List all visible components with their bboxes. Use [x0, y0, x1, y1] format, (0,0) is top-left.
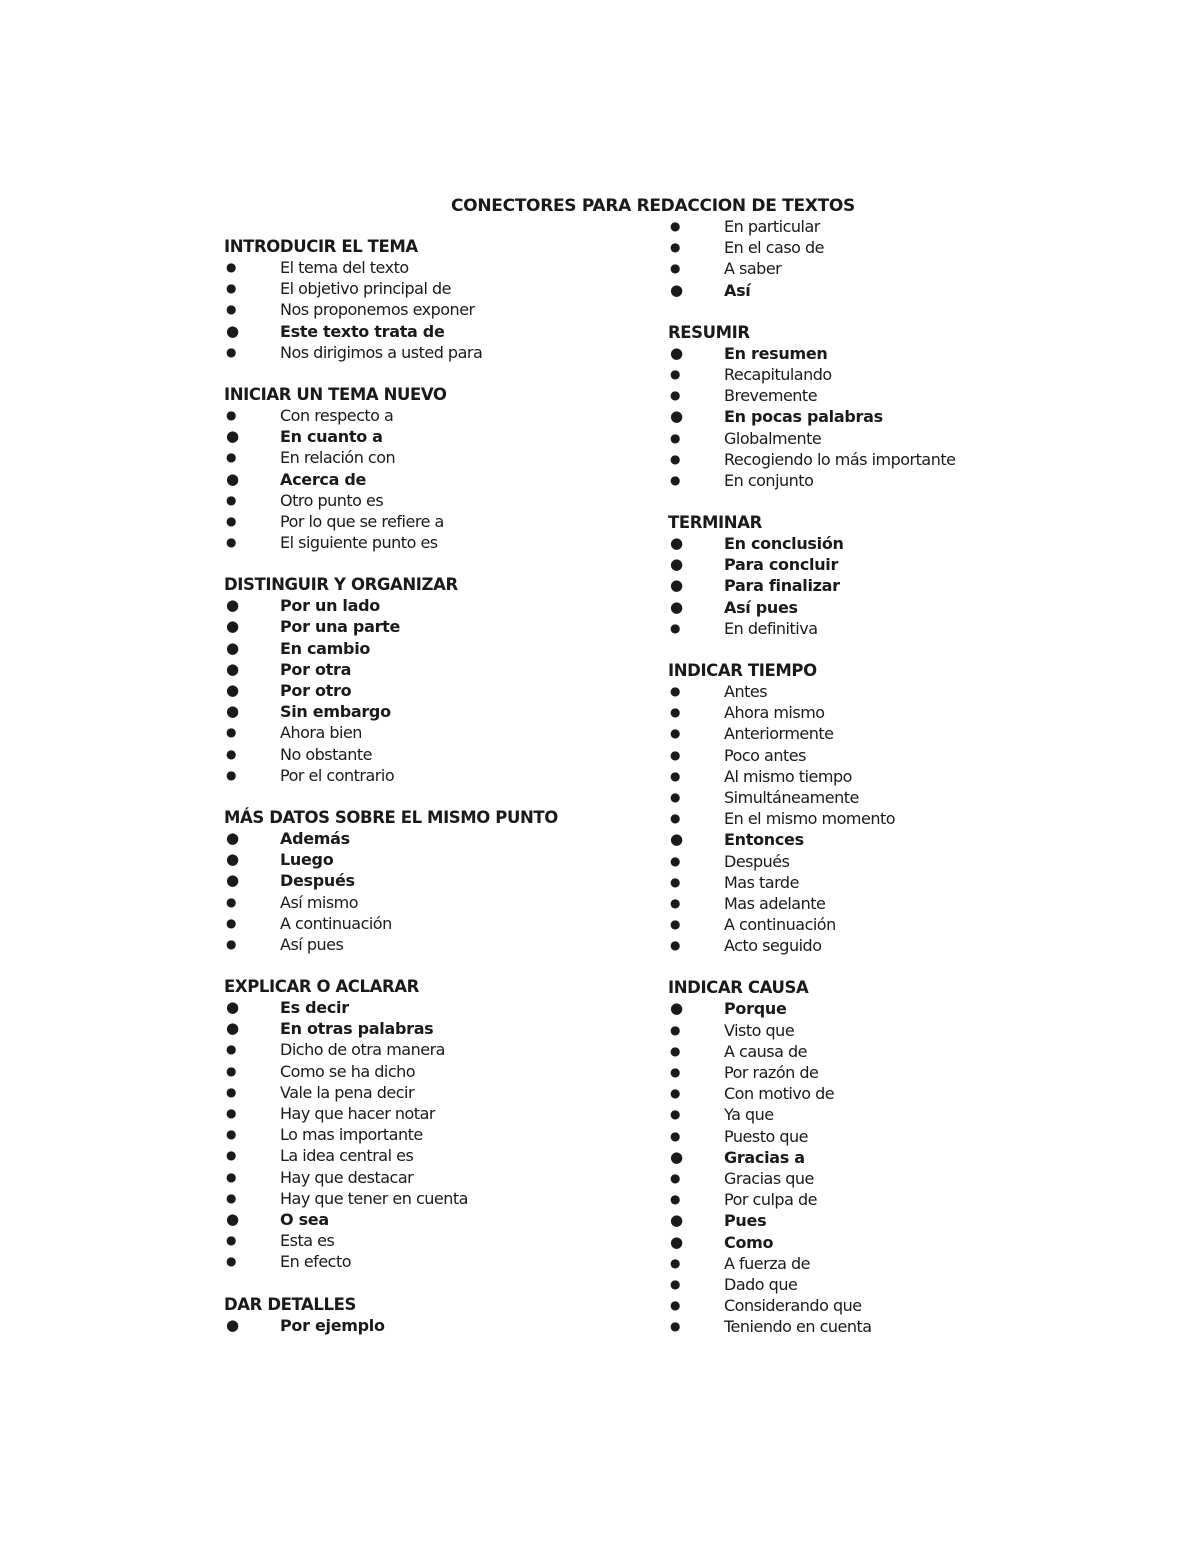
- list-item-text: Recapitulando: [724, 364, 832, 384]
- list-item: [224, 1061, 654, 1082]
- bullet-icon: ●: [226, 513, 236, 528]
- list-item: [668, 808, 1068, 829]
- list-item: [224, 849, 654, 870]
- list-item-text: En el caso de: [724, 238, 825, 258]
- bullet-icon: ●: [226, 1254, 236, 1269]
- list-item: [224, 1018, 654, 1039]
- bullet-icon: ●: [226, 1315, 239, 1334]
- list-item: [668, 428, 1068, 449]
- list-item-text: En conclusión: [724, 534, 844, 554]
- list-item: [668, 618, 1068, 639]
- bullet-icon: ●: [226, 1233, 236, 1248]
- list-item-text: En efecto: [280, 1252, 352, 1272]
- list-item: [224, 765, 654, 786]
- bullet-icon: ●: [670, 219, 680, 233]
- list-item: [224, 1082, 654, 1103]
- list-item: [668, 1147, 1068, 1168]
- list-item: [668, 1083, 1068, 1104]
- bullet-icon: ●: [226, 407, 236, 422]
- bullet-icon: ●: [670, 747, 680, 762]
- list-item-text: En definitiva: [724, 618, 818, 638]
- bullet-icon: ●: [226, 998, 239, 1017]
- bullet-icon: ●: [670, 597, 683, 616]
- section-heading: INTRODUCIR EL TEMA: [224, 237, 418, 256]
- bullet-icon: ●: [670, 1147, 683, 1166]
- list-item: [224, 744, 654, 765]
- bullet-icon: ●: [226, 492, 236, 507]
- list-item-text: En relación con: [280, 448, 396, 468]
- list-item: [224, 469, 654, 490]
- bullet-icon: ●: [670, 261, 680, 276]
- list-item: [668, 385, 1068, 406]
- bullet-icon: ●: [226, 850, 239, 869]
- bullet-icon: ●: [670, 555, 683, 574]
- list-item-text: Así: [724, 280, 751, 300]
- bullet-icon: ●: [670, 1276, 680, 1291]
- list-item-text: Antes: [724, 682, 768, 701]
- bullet-icon: ●: [226, 915, 236, 930]
- section: [668, 660, 1068, 956]
- list-item-text: Vale la pena decir: [280, 1082, 415, 1102]
- bullet-icon: ●: [226, 659, 239, 678]
- list-item-text: En pocas palabras: [724, 407, 883, 427]
- list-item-text: Entonces: [724, 830, 804, 850]
- bullet-icon: ●: [226, 302, 236, 317]
- list-item: [668, 1295, 1068, 1316]
- section-heading: TERMINAR: [668, 513, 762, 533]
- list-item: [668, 237, 1068, 258]
- list-item: [668, 554, 1068, 575]
- list-item: [668, 533, 1068, 554]
- list-item-text: Así mismo: [280, 892, 359, 912]
- bullet-icon: ●: [670, 938, 680, 953]
- bullet-icon: ●: [670, 684, 680, 698]
- list-item-text: Brevemente: [724, 386, 818, 406]
- bullet-icon: ●: [670, 1255, 680, 1270]
- bullet-icon: ●: [670, 768, 680, 783]
- list-item: [224, 532, 654, 553]
- section: [224, 1294, 654, 1336]
- list-item: [668, 470, 1068, 491]
- section: [224, 976, 654, 1272]
- left-column: [224, 236, 654, 1357]
- list-item: [224, 405, 654, 426]
- bullet-icon: ●: [226, 344, 236, 359]
- continued-list: [668, 216, 1068, 301]
- list-item-text: En cambio: [280, 638, 371, 658]
- bullet-icon: ●: [670, 1065, 680, 1079]
- bullet-icon: ●: [226, 321, 239, 340]
- bullet-icon: ●: [226, 828, 239, 847]
- list-item-text: Porque: [724, 999, 787, 1019]
- list-item-text: Visto que: [724, 1020, 795, 1040]
- list-item: [224, 447, 654, 468]
- section-heading: DISTINGUIR Y ORGANIZAR: [224, 575, 458, 595]
- list-item-text: Esta es: [280, 1231, 335, 1251]
- list-item-text: Recogiendo lo más importante: [724, 449, 956, 469]
- list-item: [668, 216, 1068, 237]
- list-item-text: Por culpa de: [724, 1190, 817, 1210]
- list-item: [668, 343, 1068, 364]
- section-heading: MÁS DATOS SOBRE EL MISMO PUNTO: [224, 807, 558, 827]
- bullet-icon: ●: [670, 830, 683, 849]
- list-item: [224, 1251, 654, 1272]
- list-item: [668, 1168, 1068, 1189]
- bullet-icon: ●: [670, 726, 680, 741]
- list-item: [668, 1126, 1068, 1147]
- list-item: [668, 1253, 1068, 1274]
- list-item: [668, 893, 1068, 914]
- list-item: [668, 1316, 1068, 1337]
- list-item-text: En particular: [724, 217, 820, 236]
- list-item: [668, 851, 1068, 872]
- list-item: [224, 278, 654, 299]
- bullet-icon: ●: [226, 1209, 239, 1228]
- section-heading: INDICAR TIEMPO: [668, 661, 817, 680]
- list-item-text: Por un lado: [280, 596, 380, 616]
- list-item-text: Por ejemplo: [280, 1315, 385, 1335]
- list-item: [224, 701, 654, 722]
- list-item-text: Nos proponemos exponer: [280, 300, 475, 320]
- list-item: [224, 1145, 654, 1166]
- section-heading: RESUMIR: [668, 322, 750, 342]
- list-item: [224, 595, 654, 616]
- bullet-icon: ●: [226, 427, 239, 446]
- bullet-icon: ●: [226, 469, 239, 488]
- list-item-text: Otro punto es: [280, 490, 384, 510]
- list-item: [224, 638, 654, 659]
- list-item-text: Con motivo de: [724, 1084, 835, 1104]
- bullet-icon: ●: [226, 1042, 236, 1057]
- bullet-icon: ●: [226, 1084, 236, 1099]
- list-item: [224, 870, 654, 891]
- list-item: [224, 913, 654, 934]
- section-heading: DAR DETALLES: [224, 1294, 357, 1314]
- bullet-icon: ●: [226, 596, 239, 615]
- section: [668, 322, 1068, 491]
- document-title: CONECTORES PARA REDACCION DE TEXTOS: [451, 196, 855, 216]
- list-item: [224, 511, 654, 532]
- list-item-text: Como se ha dicho: [280, 1061, 416, 1081]
- list-item-text: El siguiente punto es: [280, 533, 438, 553]
- list-item-text: Acto seguido: [724, 936, 822, 956]
- list-item-text: Hay que destacar: [280, 1167, 414, 1187]
- list-item: [668, 597, 1068, 618]
- list-item-text: Anteriormente: [724, 724, 834, 744]
- list-item-text: El tema del texto: [280, 258, 409, 277]
- bullet-icon: ●: [226, 1190, 236, 1205]
- section-heading: INICIAR UN TEMA NUEVO: [224, 384, 447, 404]
- list-item-text: Por otra: [280, 659, 352, 679]
- list-item-text: Teniendo en cuenta: [724, 1317, 872, 1337]
- list-item-text: Hay que tener en cuenta: [280, 1188, 468, 1208]
- bullet-icon: ●: [670, 451, 680, 466]
- list-item: [224, 616, 654, 637]
- bullet-icon: ●: [670, 472, 680, 487]
- list-item: [224, 490, 654, 511]
- bullet-icon: ●: [670, 789, 680, 804]
- section: [668, 512, 1068, 639]
- list-item-text: En conjunto: [724, 470, 814, 490]
- list-item-text: Nos dirigimos a usted para: [280, 342, 483, 362]
- section: [224, 384, 654, 553]
- list-item-text: Dicho de otra manera: [280, 1040, 445, 1060]
- bullet-icon: ●: [670, 895, 680, 910]
- bullet-icon: ●: [226, 260, 236, 274]
- bullet-icon: ●: [670, 534, 683, 553]
- bullet-icon: ●: [670, 853, 680, 868]
- list-item-text: Después: [724, 851, 790, 871]
- bullet-icon: ●: [670, 917, 680, 932]
- list-item-text: A saber: [724, 259, 782, 279]
- list-item: [668, 1020, 1068, 1041]
- bullet-icon: ●: [670, 1298, 680, 1313]
- list-item-text: Mas adelante: [724, 893, 826, 913]
- bullet-icon: ●: [226, 535, 236, 550]
- list-item-text: Por lo que se refiere a: [280, 511, 444, 531]
- list-item-text: Por el contrario: [280, 765, 395, 785]
- list-item-text: No obstante: [280, 744, 372, 764]
- list-item-text: En otras palabras: [280, 1019, 434, 1039]
- list-item-text: La idea central es: [280, 1146, 414, 1166]
- list-item-text: Ahora bien: [280, 723, 362, 743]
- bullet-icon: ●: [226, 894, 236, 909]
- list-item-text: En resumen: [724, 343, 828, 363]
- list-item-text: O sea: [280, 1209, 329, 1229]
- list-item: [668, 681, 1068, 702]
- list-item: [224, 257, 654, 278]
- bullet-icon: ●: [226, 702, 239, 721]
- bullet-icon: ●: [670, 1043, 680, 1058]
- list-item-text: En cuanto a: [280, 427, 383, 447]
- list-item: [668, 449, 1068, 470]
- bullet-icon: ●: [670, 874, 680, 889]
- section: [668, 977, 1068, 1337]
- list-item-text: Así pues: [280, 934, 344, 954]
- list-item-text: Con respecto a: [280, 405, 394, 425]
- bullet-icon: ●: [226, 1019, 239, 1038]
- list-item: [668, 702, 1068, 723]
- bullet-icon: ●: [670, 430, 680, 445]
- section: [224, 574, 654, 786]
- list-item: [668, 406, 1068, 427]
- list-item: [224, 1230, 654, 1251]
- bullet-icon: ●: [670, 1022, 680, 1037]
- bullet-icon: ●: [226, 617, 239, 636]
- list-item-text: Pues: [724, 1211, 767, 1231]
- list-item: [668, 575, 1068, 596]
- list-item: [224, 1167, 654, 1188]
- bullet-icon: ●: [670, 576, 683, 595]
- list-item: [668, 1232, 1068, 1253]
- bullet-icon: ●: [670, 1319, 680, 1334]
- list-item-text: Lo mas importante: [280, 1125, 423, 1145]
- list-item-text: Dado que: [724, 1274, 798, 1294]
- list-item: [668, 1104, 1068, 1125]
- list-item: [224, 299, 654, 320]
- bullet-icon: ●: [670, 240, 680, 255]
- bullet-icon: ●: [670, 1107, 680, 1122]
- list-item: [224, 426, 654, 447]
- list-item: [668, 1062, 1068, 1083]
- bullet-icon: ●: [226, 681, 239, 699]
- bullet-icon: ●: [670, 620, 680, 635]
- list-item: [224, 659, 654, 680]
- list-item: [224, 1209, 654, 1230]
- list-item: [224, 1039, 654, 1060]
- list-item: [668, 935, 1068, 956]
- bullet-icon: ●: [670, 1192, 680, 1207]
- bullet-icon: ●: [226, 450, 236, 465]
- list-item: [668, 1041, 1068, 1062]
- list-item: [668, 1274, 1068, 1295]
- bullet-icon: ●: [670, 388, 680, 403]
- list-item: [668, 364, 1068, 385]
- list-item-text: Mas tarde: [724, 872, 799, 892]
- list-item-text: El objetivo principal de: [280, 279, 451, 299]
- bullet-icon: ●: [226, 1063, 236, 1078]
- bullet-icon: ●: [226, 1127, 236, 1142]
- bullet-icon: ●: [670, 1086, 680, 1101]
- section-heading: EXPLICAR O ACLARAR: [224, 977, 419, 997]
- bullet-icon: ●: [226, 1106, 236, 1120]
- list-item: [668, 998, 1068, 1019]
- list-item: [668, 1210, 1068, 1231]
- list-item-text: Luego: [280, 850, 334, 870]
- list-item: [668, 1189, 1068, 1210]
- bullet-icon: ●: [670, 811, 680, 826]
- list-item: [224, 722, 654, 743]
- list-item-text: Ahora mismo: [724, 703, 825, 723]
- list-item-text: Al mismo tiempo: [724, 766, 852, 786]
- list-item: [224, 997, 654, 1018]
- list-item-text: Así pues: [724, 597, 798, 617]
- list-item: [224, 1315, 654, 1336]
- list-item-text: Ya que: [724, 1105, 774, 1125]
- list-item-text: Acerca de: [280, 469, 367, 489]
- list-item: [668, 787, 1068, 808]
- bullet-icon: ●: [670, 280, 683, 299]
- list-item: [224, 828, 654, 849]
- list-item-text: Por razón de: [724, 1063, 819, 1082]
- bullet-icon: ●: [670, 999, 683, 1018]
- bullet-icon: ●: [226, 936, 236, 951]
- list-item-text: Después: [280, 871, 355, 891]
- bullet-icon: ●: [670, 343, 683, 362]
- list-item-text: Además: [280, 828, 350, 848]
- list-item-text: Simultáneamente: [724, 787, 859, 807]
- list-item-text: Gracias a: [724, 1147, 805, 1167]
- bullet-icon: ●: [670, 1232, 683, 1251]
- list-item-text: Para concluir: [724, 555, 839, 575]
- list-item-text: Este texto trata de: [280, 321, 445, 341]
- bullet-icon: ●: [670, 366, 680, 381]
- list-item: [224, 680, 654, 701]
- right-column: [668, 216, 1068, 1358]
- bullet-icon: ●: [226, 1148, 236, 1163]
- bullet-icon: ●: [670, 407, 683, 426]
- list-item: [224, 321, 654, 342]
- list-item-text: A continuación: [724, 915, 836, 935]
- list-item: [668, 280, 1068, 301]
- list-item: [668, 745, 1068, 766]
- list-item-text: Hay que hacer notar: [280, 1104, 435, 1123]
- list-item-text: Por una parte: [280, 617, 401, 637]
- list-item-text: Poco antes: [724, 745, 806, 765]
- list-item-text: Es decir: [280, 998, 349, 1018]
- section-heading: INDICAR CAUSA: [668, 978, 809, 998]
- list-item-text: A fuerza de: [724, 1253, 811, 1273]
- list-item: [224, 342, 654, 363]
- list-item: [668, 829, 1068, 850]
- section: [224, 807, 654, 955]
- list-item-text: Considerando que: [724, 1296, 862, 1316]
- bullet-icon: ●: [226, 725, 236, 740]
- bullet-icon: ●: [670, 1128, 680, 1143]
- list-item: [224, 934, 654, 955]
- bullet-icon: ●: [670, 1211, 683, 1230]
- bullet-icon: ●: [670, 705, 680, 720]
- list-item-text: Para finalizar: [724, 576, 840, 596]
- list-item-text: A causa de: [724, 1041, 807, 1061]
- list-item-text: Puesto que: [724, 1126, 808, 1146]
- list-item: [224, 892, 654, 913]
- list-item: [224, 1103, 654, 1124]
- bullet-icon: ●: [226, 871, 239, 890]
- list-item-text: En el mismo momento: [724, 809, 896, 829]
- list-item-text: Gracias que: [724, 1168, 814, 1188]
- list-item-text: Como: [724, 1232, 774, 1252]
- list-item: [668, 766, 1068, 787]
- bullet-icon: ●: [226, 767, 236, 782]
- list-item: [668, 723, 1068, 744]
- list-item: [224, 1188, 654, 1209]
- bullet-icon: ●: [226, 638, 239, 657]
- bullet-icon: ●: [226, 281, 236, 296]
- bullet-icon: ●: [226, 1169, 236, 1184]
- list-item-text: Globalmente: [724, 428, 822, 448]
- list-item-text: A continuación: [280, 913, 392, 933]
- list-item-text: Sin embargo: [280, 702, 391, 722]
- bullet-icon: ●: [226, 746, 236, 761]
- section: [224, 236, 654, 363]
- list-item: [668, 914, 1068, 935]
- list-item-text: Por otro: [280, 681, 352, 700]
- list-item: [668, 872, 1068, 893]
- list-item: [224, 1124, 654, 1145]
- bullet-icon: ●: [670, 1170, 680, 1185]
- list-item: [668, 258, 1068, 279]
